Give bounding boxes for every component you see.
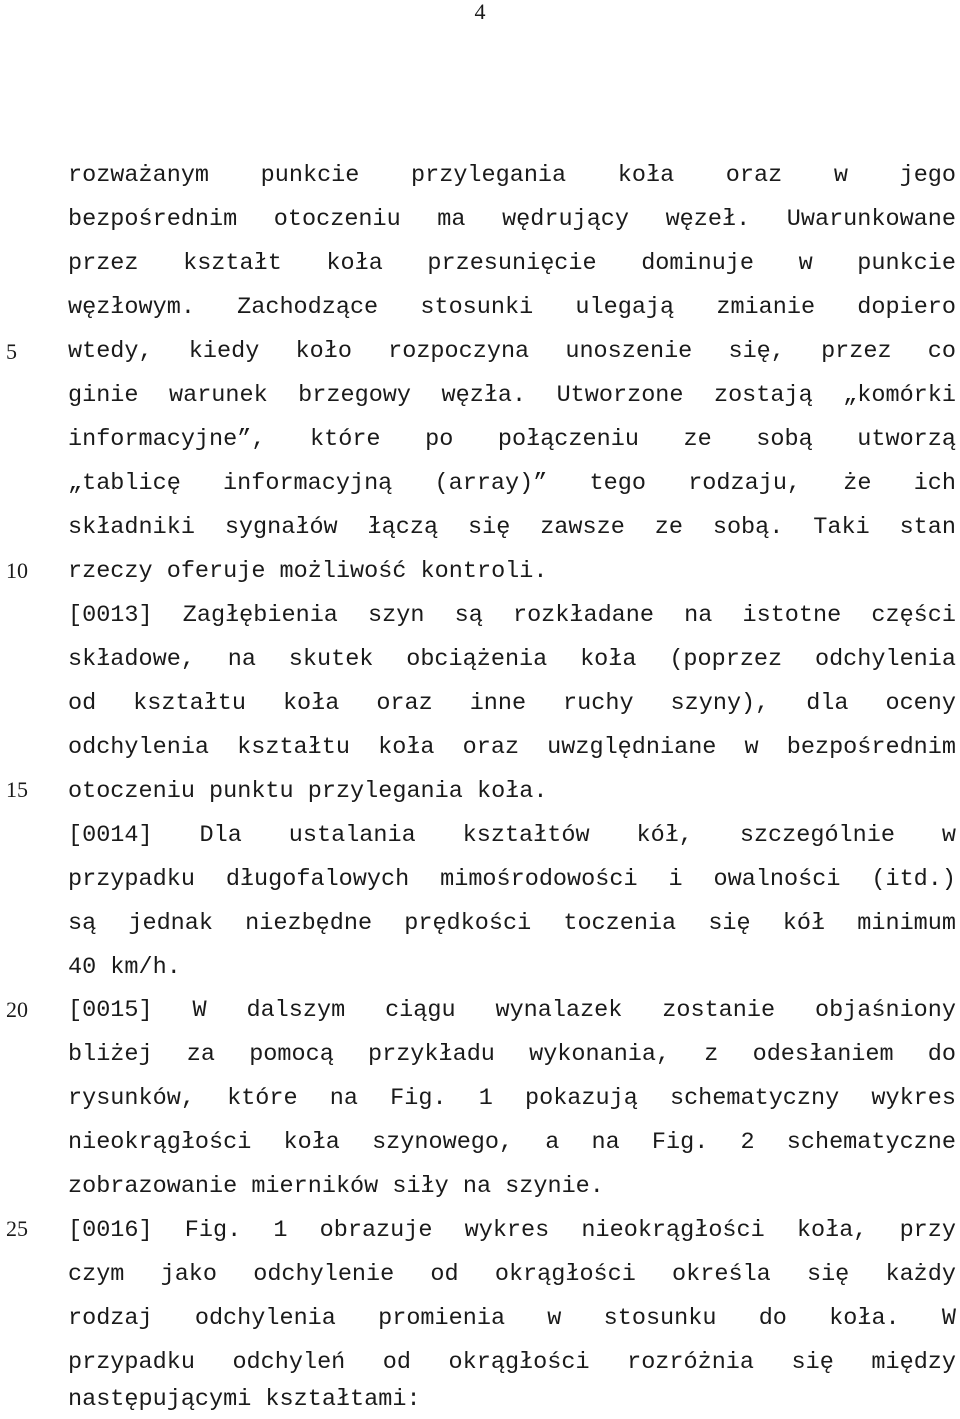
text-line: [0016] Fig. 1 obrazuje wykres nieokrągłości koła, przy <box>68 1217 956 1244</box>
line-number-15: 15 <box>6 777 28 802</box>
text-line: węzłowym. Zachodzące stosunki ulegają zmianie dopiero <box>68 294 956 321</box>
text-line: składowe, na skutek obciążenia koła (poprzez odchylenia <box>68 646 956 673</box>
text-line: od kształtu koła oraz inne ruchy szyny), dla oceny <box>68 690 956 717</box>
line-number-20: 20 <box>6 997 28 1022</box>
text-line: bliżej za pomocą przykładu wykonania, z odesłaniem do <box>68 1041 956 1068</box>
line-number-10: 10 <box>6 558 28 583</box>
text-line: rodzaj odchylenia promienia w stosunku do koła. W <box>68 1305 956 1332</box>
page-number: 4 <box>474 0 486 24</box>
text-line: przypadku odchyleń od okrągłości rozróżnia się między <box>68 1349 956 1376</box>
text-line: następującymi kształtami: <box>68 1386 421 1413</box>
text-line: czym jako odchylenie od okrągłości określa się każdy <box>68 1261 956 1288</box>
line-number-25: 25 <box>6 1216 28 1241</box>
text-line: [0014] Dla ustalania kształtów kół, szczególnie w <box>68 822 956 849</box>
text-line: ginie warunek brzegowy węzła. Utworzone zostają „komórki <box>68 382 956 409</box>
text-line: składniki sygnałów łączą się zawsze ze sobą. Taki stan <box>68 514 956 541</box>
text-line: wtedy, kiedy koło rozpoczyna unoszenie się, przez co <box>68 338 956 365</box>
text-line: zobrazowanie mierników siły na szynie. <box>68 1173 604 1200</box>
text-line: rysunków, które na Fig. 1 pokazują schematyczny wykres <box>68 1085 956 1112</box>
text-line: przez kształt koła przesunięcie dominuje w punkcie <box>68 250 956 277</box>
text-line: [0013] Zagłębienia szyn są rozkładane na istotne części <box>68 602 956 629</box>
text-line: nieokrągłości koła szynowego, a na Fig. 2 schematyczne <box>68 1129 956 1156</box>
text-line: przypadku długofalowych mimośrodowości i owalności (itd.) <box>68 866 956 893</box>
text-line: 40 km/h. <box>68 954 181 981</box>
text-line: odchylenia kształtu koła oraz uwzględniane w bezpośrednim <box>68 734 956 761</box>
text-line: rzeczy oferuje możliwość kontroli. <box>68 558 548 585</box>
text-line: informacyjne”, które po połączeniu ze sobą utworzą <box>68 426 956 453</box>
text-line: bezpośrednim otoczeniu ma wędrujący węzeł. Uwarunkowane <box>68 206 956 233</box>
text-line: [0015] W dalszym ciągu wynalazek zostanie objaśniony <box>68 997 956 1024</box>
text-line: otoczeniu punktu przylegania koła. <box>68 778 548 805</box>
line-number-5: 5 <box>6 339 17 364</box>
text-line: rozważanym punkcie przylegania koła oraz w jego <box>68 162 956 189</box>
text-line: „tablicę informacyjną (array)” tego rodzaju, że ich <box>68 470 956 497</box>
text-line: są jednak niezbędne prędkości toczenia się kół minimum <box>68 910 956 937</box>
